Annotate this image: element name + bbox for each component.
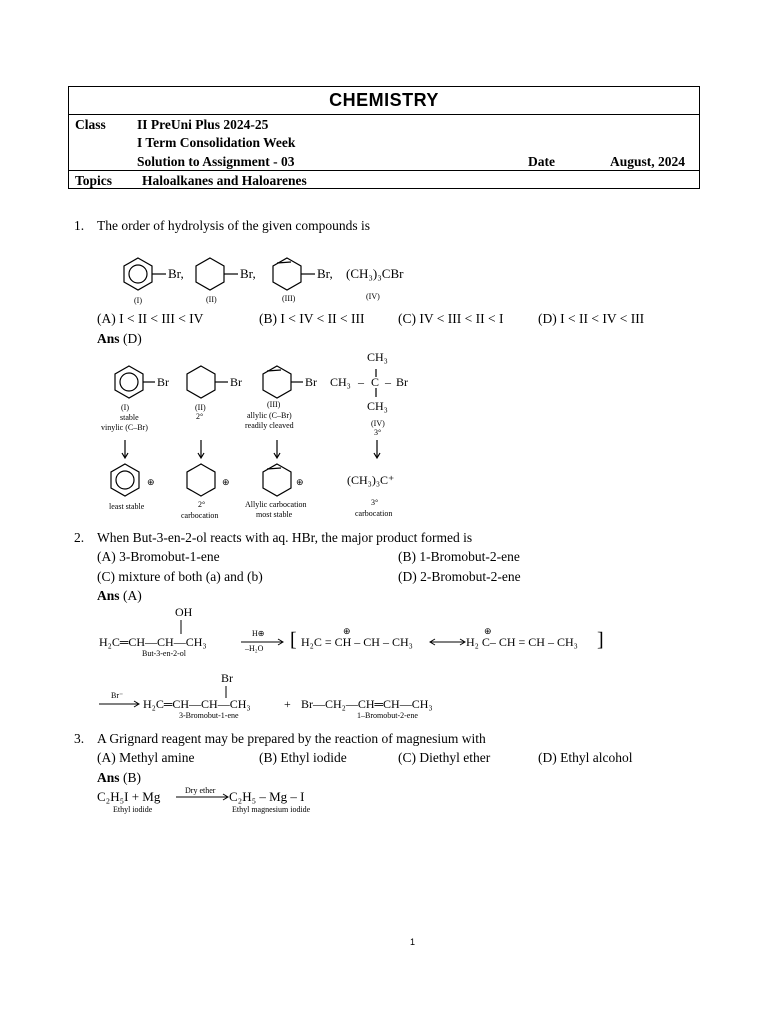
q2-option-d: (D) 2-Bromobut-2-ene xyxy=(398,569,521,584)
cyclohexane-ring-shape xyxy=(196,258,224,290)
sol2-cation-b: H₂ C– CH = CH – CH₃ xyxy=(466,635,578,649)
sol3-condition: Dry ether xyxy=(185,786,216,795)
sol2-reagent-bottom: –H₂O xyxy=(245,644,264,653)
q3-ans-label: Ans xyxy=(97,770,120,785)
q2-option-c: (C) mixture of both (a) and (b) xyxy=(97,569,263,584)
q2-number: 2. xyxy=(74,530,85,545)
sol2-product-b: Br—CH₂—CH═CH—CH₃ xyxy=(301,697,433,711)
sol1-label-iv: (IV) xyxy=(371,419,385,428)
sol1-c: C xyxy=(371,375,380,389)
sol1-br-ii: Br xyxy=(230,375,242,389)
q3-option-d: (D) Ethyl alcohol xyxy=(538,750,633,765)
sol1-br-iii: Br xyxy=(305,375,317,389)
sol1-ch3-top: CH₃ xyxy=(367,350,388,364)
q3-solution-figure xyxy=(95,784,335,818)
q1-ans-label: Ans xyxy=(97,331,120,346)
sol2-bracket-left: [ xyxy=(290,629,297,651)
q3-number: 3. xyxy=(74,731,85,746)
topics-value: Haloalkanes and Haloarenes xyxy=(142,173,307,188)
class-value: II PreUni Plus 2024-25 xyxy=(137,117,269,132)
q1-option-a: (A) I < II < III < IV xyxy=(97,311,204,326)
topics-label: Topics xyxy=(75,173,113,188)
q1-compound-i-text: Br, xyxy=(168,266,184,281)
sol1-note-i-1: stable xyxy=(120,413,139,422)
sol2-reactant-name: But-3-en-2-ol xyxy=(142,649,186,658)
subject-title: CHEMISTRY xyxy=(329,90,439,110)
q3-option-a: (A) Methyl amine xyxy=(97,750,195,765)
sol1-note-i-2: vinylic (C–Br) xyxy=(101,423,148,432)
sol1-note-iii-2: readily cleaved xyxy=(245,421,294,430)
q3-question: A Grignard reagent may be prepared by the reaction of magnesium with xyxy=(97,731,486,746)
sol1-label-ii: (II) xyxy=(195,403,206,412)
q2-option-a: (A) 3-Bromobut-1-ene xyxy=(97,549,220,564)
date-label: Date xyxy=(528,154,555,169)
q2-question: When But-3-en-2-ol reacts with aq. HBr, the major product formed is xyxy=(97,530,473,545)
sol1-cation-note-iv-1: 3° xyxy=(371,498,379,507)
header-table xyxy=(68,86,700,189)
sol2-bracket-right: ] xyxy=(597,629,604,651)
sol1-ch3-left: CH₃ xyxy=(330,375,351,389)
sol1-br-i: Br xyxy=(157,375,169,389)
page-number: 1 xyxy=(410,937,416,947)
sol3-product: C₂H₅ – Mg – I xyxy=(229,789,305,804)
sol1-cation-iv: (CH₃)₃C⁺ xyxy=(347,473,395,487)
q1-number: 1. xyxy=(74,218,85,233)
sol1-cation-note-iv-2: carbocation xyxy=(355,509,393,518)
q1-question: The order of hydrolysis of the given compounds is xyxy=(97,218,370,233)
benzene-ring-shape xyxy=(124,258,152,290)
sol1-br-iv: Br xyxy=(396,375,408,389)
header-divider xyxy=(69,170,699,171)
sol2-br-top: Br xyxy=(221,671,233,685)
q1-option-d: (D) I < II < IV < III xyxy=(538,311,645,326)
q1-option-c: (C) IV < III < II < I xyxy=(398,311,504,326)
sol1-cation-note-iii-2: most stable xyxy=(256,510,293,519)
sol1-plus-iii: ⊕ xyxy=(296,477,304,487)
q1-label-i: (I) xyxy=(134,296,142,305)
sol1-cation-note-iii-1: Allylic carbocation xyxy=(245,500,307,509)
sol2-cation-a: H₂C = CH – CH – CH₃ xyxy=(301,635,413,649)
sol1-note-iv: 3° xyxy=(374,428,382,437)
q1-compound-ii-text: Br, xyxy=(240,266,256,281)
sol1-label-iii: (III) xyxy=(267,400,281,409)
sol1-dash2: – xyxy=(385,375,391,389)
sol2-product-a-name: 3-Bromobut-1-ene xyxy=(179,711,239,720)
date-value: August, 2024 xyxy=(610,154,686,169)
title-row xyxy=(69,87,699,115)
q3-option-c: (C) Diethyl ether xyxy=(398,750,491,765)
sol2-plus-a: ⊕ xyxy=(343,626,351,636)
q2-ans-label: Ans xyxy=(97,588,120,603)
sol2-reagent-top: H⊕ xyxy=(252,629,265,638)
sol1-cation-note-i: least stable xyxy=(109,502,145,511)
sol1-label-i: (I) xyxy=(121,403,129,412)
q3-option-b: (B) Ethyl iodide xyxy=(259,750,347,765)
term-text: I Term Consolidation Week xyxy=(137,135,296,150)
sol2-plus-b: ⊕ xyxy=(484,626,492,636)
sol2-reactant: H₂C═CH—CH—CH₃ xyxy=(99,635,207,649)
sol1-cation-note-ii-1: 2° xyxy=(198,500,206,509)
sol1-plus-ii: ⊕ xyxy=(222,477,230,487)
sol3-reactants: C₂H₅I + Mg xyxy=(97,789,161,804)
sol2-plus-sign: + xyxy=(284,697,291,711)
q1-solution-figure xyxy=(95,346,425,522)
q1-option-b: (B) I < IV < II < III xyxy=(259,311,365,326)
sol1-plus-i: ⊕ xyxy=(147,477,155,487)
q1-label-ii: (II) xyxy=(206,295,217,304)
q1-label-iii: (III) xyxy=(282,294,296,303)
q3-ans-value: (B) xyxy=(123,770,141,785)
q2-ans-value: (A) xyxy=(123,588,142,603)
sol1-dash: – xyxy=(358,375,364,389)
sol1-note-iii-1: allylic (C–Br) xyxy=(247,411,292,420)
q1-label-iv: (IV) xyxy=(366,292,380,301)
sol2-product-b-name: 1–Bromobut-2-ene xyxy=(357,711,418,720)
sol1-ch3-bottom: CH₃ xyxy=(367,399,388,413)
sol2-product-a: H₂C═CH—CH—CH₃ xyxy=(143,697,251,711)
sol3-reactant-name: Ethyl iodide xyxy=(113,805,153,814)
class-label: Class xyxy=(75,117,106,132)
sol1-cation-note-ii-2: carbocation xyxy=(181,511,219,520)
q1-ans-value: (D) xyxy=(123,331,142,346)
q2-solution-figure xyxy=(95,604,625,722)
sol1-note-ii: 2° xyxy=(196,412,204,421)
solution-text: Solution to Assignment - 03 xyxy=(137,154,295,169)
q1-compound-iii-text: Br, xyxy=(317,266,333,281)
sol2-oh: OH xyxy=(175,605,193,619)
q1-compound-iv-text: (CH₃)₃CBr xyxy=(346,266,404,281)
q1-compounds-figure xyxy=(110,250,410,308)
sol2-br-reagent: Br⁻ xyxy=(111,691,124,700)
sol3-product-name: Ethyl magnesium iodide xyxy=(232,805,311,814)
q2-option-b: (B) 1-Bromobut-2-ene xyxy=(398,549,520,564)
